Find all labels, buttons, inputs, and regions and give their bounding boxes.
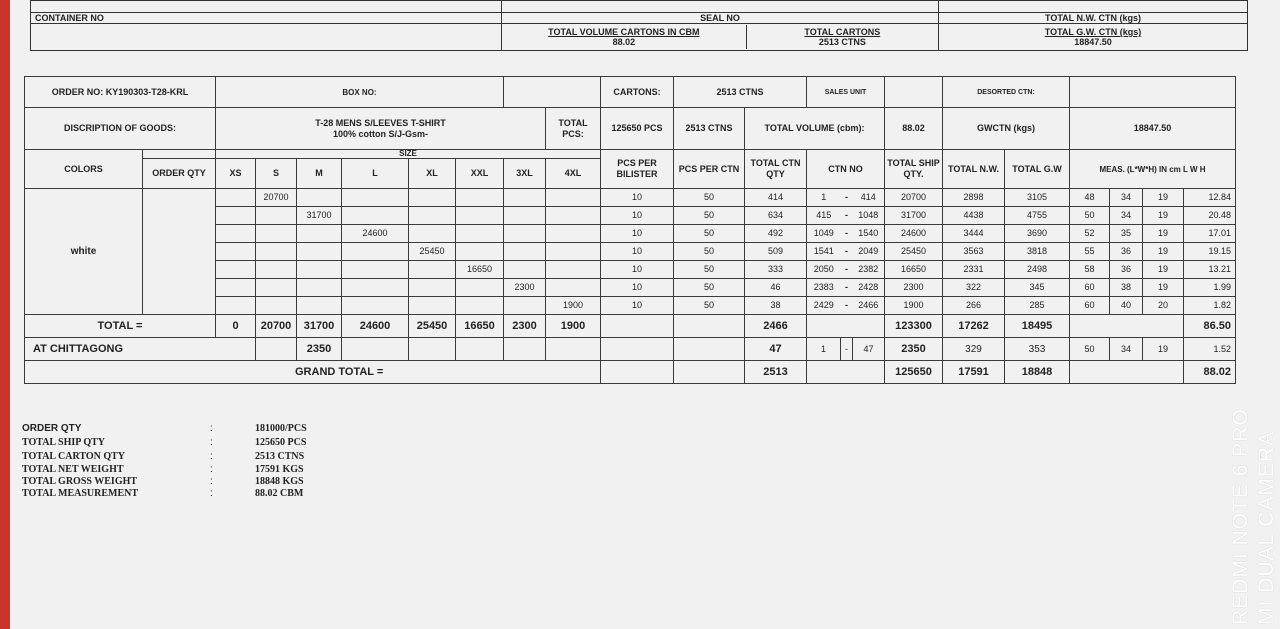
- ctn-no-header: CTN NO: [807, 150, 885, 189]
- size-xxl-empty: [456, 207, 504, 225]
- size-m-empty: [297, 297, 342, 315]
- size-s-header: S: [256, 159, 297, 189]
- size-4xl-empty: [546, 189, 601, 207]
- total-volume-cell: [502, 25, 746, 49]
- size-3xl-empty: [504, 225, 546, 243]
- summary-row: [22, 488, 307, 500]
- color-cell: white: [25, 189, 143, 315]
- size-m-qty: 31700: [297, 207, 342, 225]
- pcs-ctn-cell: 50: [674, 279, 745, 297]
- summary-key: TOTAL NET WEIGHT: [22, 464, 124, 475]
- total-volume-label: TOTAL VOLUME CARTONS IN CBM: [548, 27, 700, 37]
- size-4xl-empty: [546, 243, 601, 261]
- pcs-ctn-cell: 50: [674, 189, 745, 207]
- bilister-cell: 10: [601, 243, 674, 261]
- chittagong-m: 2350: [297, 338, 342, 361]
- camera-watermark: [1228, 408, 1280, 625]
- grand-ctn-qty: 2513: [745, 361, 807, 384]
- grand-cbm: 88.02: [1184, 361, 1236, 384]
- gw-cell: 3105: [1005, 189, 1070, 207]
- size-m-empty: [297, 225, 342, 243]
- summary-key: TOTAL CARTON QTY: [22, 451, 126, 462]
- chittagong-row: [25, 338, 1236, 361]
- size-xs-empty: [216, 261, 256, 279]
- ship-qty-cell: 20700: [885, 189, 943, 207]
- size-xxl-empty: [456, 243, 504, 261]
- grand-total-row: [25, 361, 1236, 384]
- total-row: [25, 315, 1236, 338]
- nw-cell: 4438: [943, 207, 1005, 225]
- cbm-cell: 1.82: [1184, 297, 1236, 315]
- gw-cell: 3690: [1005, 225, 1070, 243]
- length-cell: 60: [1070, 297, 1110, 315]
- ctn-dash-cell: -: [841, 261, 853, 279]
- pcs-ctn-cell: 50: [674, 243, 745, 261]
- size-xxl-qty: 16650: [456, 261, 504, 279]
- width-cell: 38: [1110, 279, 1143, 297]
- desorted-ctn-label: DESORTED CTN:: [943, 77, 1070, 108]
- height-cell: 19: [1143, 207, 1184, 225]
- size-xs-header: XS: [216, 159, 256, 189]
- description-line2: 100% cotton S/J-Gsm-: [332, 128, 429, 139]
- size-xxl-empty: [456, 279, 504, 297]
- size-xxl-empty: [456, 189, 504, 207]
- size-l-header: L: [342, 159, 409, 189]
- total-ctn-qty-header: TOTAL CTN QTY: [745, 150, 807, 189]
- chittagong-label: AT CHITTAGONG: [25, 338, 256, 361]
- total-ctns-value: 2513 CTNS: [674, 108, 745, 150]
- ctn-to-cell: 2382: [853, 261, 885, 279]
- gw-cell: 2498: [1005, 261, 1070, 279]
- box-no-label: BOX NO:: [216, 77, 504, 108]
- size-s-empty: [256, 297, 297, 315]
- length-cell: 60: [1070, 279, 1110, 297]
- ctn-from-cell: 1541: [807, 243, 841, 261]
- size-xxl-empty: [456, 225, 504, 243]
- total-gw-cell: [939, 24, 1248, 51]
- summary-colon: :: [210, 423, 213, 434]
- summary-value: 17591 KGS: [255, 464, 304, 475]
- ctn-to-cell: 2049: [853, 243, 885, 261]
- size-xl-qty: 25450: [409, 243, 456, 261]
- bilister-cell: 10: [601, 189, 674, 207]
- shipment-header: [30, 0, 1248, 51]
- height-cell: 19: [1143, 225, 1184, 243]
- description-label: DISCRIPTION OF GOODS:: [25, 108, 216, 150]
- ctn-to-cell: 1048: [853, 207, 885, 225]
- ctn-qty-cell: 634: [745, 207, 807, 225]
- summary-value: 2513 CTNS: [255, 451, 305, 462]
- size-xs-empty: [216, 207, 256, 225]
- grand-pcs-ctn: [674, 361, 745, 384]
- size-xs-empty: [216, 225, 256, 243]
- size-l-empty: [342, 207, 409, 225]
- height-cell: 20: [1143, 297, 1184, 315]
- summary-key: ORDER QTY: [22, 423, 82, 434]
- sales-unit-label: SALES UNIT: [807, 77, 885, 108]
- ctn-qty-cell: 38: [745, 297, 807, 315]
- nw-cell: 2331: [943, 261, 1005, 279]
- pcs-ctn-cell: 50: [674, 207, 745, 225]
- size-3xl-empty: [504, 261, 546, 279]
- nw-cell: 3563: [943, 243, 1005, 261]
- meas-header: MEAS. (L*W*H) IN cm L W H: [1070, 150, 1236, 189]
- size-xs-empty: [216, 297, 256, 315]
- total-pcs-ctn: [674, 315, 745, 338]
- cbm-cell: 1.99: [1184, 279, 1236, 297]
- size-xl-empty: [409, 207, 456, 225]
- height-cell: 19: [1143, 261, 1184, 279]
- grand-nw: 17591: [943, 361, 1005, 384]
- ctn-dash-cell: -: [841, 297, 853, 315]
- chittagong-l-dim: 50: [1070, 338, 1110, 361]
- height-cell: 19: [1143, 189, 1184, 207]
- summary-row: [22, 422, 307, 436]
- size-header-spacer: [143, 150, 216, 159]
- chittagong-pcs-ctn: [674, 338, 745, 361]
- description-value: [216, 108, 546, 150]
- size-l-empty: [342, 261, 409, 279]
- size-s-empty: [256, 279, 297, 297]
- size-xl-empty: [409, 225, 456, 243]
- size-m-empty: [297, 279, 342, 297]
- size-xl-empty: [409, 189, 456, 207]
- total-nw-header: TOTAL N.W.: [943, 150, 1005, 189]
- size-s-empty: [256, 261, 297, 279]
- total-cartons-value: 2513 CTNS: [818, 37, 866, 47]
- chittagong-ctn-to: 47: [853, 338, 885, 361]
- ctn-from-cell: 2383: [807, 279, 841, 297]
- chittagong-gw: 353: [1005, 338, 1070, 361]
- chittagong-s: [256, 338, 297, 361]
- chittagong-xl: [409, 338, 456, 361]
- bilister-cell: 10: [601, 261, 674, 279]
- grand-meas: [1070, 361, 1184, 384]
- total-cbm: 86.50: [1184, 315, 1236, 338]
- summary-colon: :: [210, 488, 213, 499]
- chittagong-ctn-dash: -: [841, 338, 853, 361]
- ctn-to-cell: 2428: [853, 279, 885, 297]
- order-volume-label: TOTAL VOLUME (cbm):: [745, 108, 885, 150]
- watermark-line2: MI DUAL CAMERA: [1255, 430, 1278, 625]
- bilister-cell: 10: [601, 207, 674, 225]
- grand-ship: 125650: [885, 361, 943, 384]
- bilister-cell: 10: [601, 225, 674, 243]
- pcs-per-bilister-header: PCS PER BILISTER: [601, 150, 674, 189]
- cbm-cell: 13.21: [1184, 261, 1236, 279]
- total-xxl: 16650: [456, 315, 504, 338]
- size-xxl-header: XXL: [456, 159, 504, 189]
- size-s-empty: [256, 225, 297, 243]
- size-3xl-header: 3XL: [504, 159, 546, 189]
- size-4xl-empty: [546, 207, 601, 225]
- header-blank-2: [502, 1, 939, 13]
- total-label: TOTAL =: [25, 315, 216, 338]
- size-4xl-qty: 1900: [546, 297, 601, 315]
- cbm-cell: 19.15: [1184, 243, 1236, 261]
- total-4xl: 1900: [546, 315, 601, 338]
- watermark-line1: REDMI NOTE 6 PRO: [1229, 408, 1252, 625]
- nw-cell: 266: [943, 297, 1005, 315]
- ship-qty-cell: 16650: [885, 261, 943, 279]
- size-4xl-empty: [546, 261, 601, 279]
- length-cell: 52: [1070, 225, 1110, 243]
- packing-rows: [25, 189, 1236, 315]
- total-ctn-no: [807, 315, 885, 338]
- order-no-label: ORDER NO: KY190303-T28-KRL: [25, 77, 216, 108]
- total-bilister: [601, 315, 674, 338]
- total-gw: 18495: [1005, 315, 1070, 338]
- container-no-label: CONTAINER NO: [31, 13, 502, 24]
- total-cartons-label: TOTAL CARTONS: [804, 27, 881, 37]
- total-nw-ctn-label: TOTAL N.W. CTN (kgs): [939, 13, 1248, 24]
- summary-value: 88.02 CBM: [255, 488, 304, 499]
- summary-row: [22, 450, 307, 464]
- total-ctn-qty: 2466: [745, 315, 807, 338]
- total-ship: 123300: [885, 315, 943, 338]
- width-cell: 35: [1110, 225, 1143, 243]
- cbm-cell: 17.01: [1184, 225, 1236, 243]
- gwctn-value: 18847.50: [1070, 108, 1236, 150]
- description-line1: T-28 MENS S/LEEVES T-SHIRT: [315, 117, 446, 128]
- chittagong-cbm: 1.52: [1184, 338, 1236, 361]
- width-cell: 34: [1110, 189, 1143, 207]
- ship-qty-cell: 31700: [885, 207, 943, 225]
- total-pcs-value: 125650 PCS: [601, 108, 674, 150]
- gw-cell: 345: [1005, 279, 1070, 297]
- gwctn-label: GWCTN (kgs): [943, 108, 1070, 150]
- gw-cell: 3818: [1005, 243, 1070, 261]
- total-pcs-label: TOTAL PCS:: [546, 108, 601, 150]
- gw-cell: 285: [1005, 297, 1070, 315]
- ctn-to-cell: 1540: [853, 225, 885, 243]
- total-l: 24600: [342, 315, 409, 338]
- table-row: [25, 189, 1236, 207]
- size-l-empty: [342, 279, 409, 297]
- summary-row: [22, 476, 307, 488]
- size-3xl-empty: [504, 207, 546, 225]
- ctn-from-cell: 1: [807, 189, 841, 207]
- length-cell: 50: [1070, 207, 1110, 225]
- size-l-empty: [342, 189, 409, 207]
- size-xs-empty: [216, 279, 256, 297]
- nw-cell: 2898: [943, 189, 1005, 207]
- size-s-empty: [256, 243, 297, 261]
- length-cell: 55: [1070, 243, 1110, 261]
- summary-colon: :: [210, 476, 213, 487]
- ctn-qty-cell: 492: [745, 225, 807, 243]
- size-s-qty: 20700: [256, 189, 297, 207]
- length-cell: 58: [1070, 261, 1110, 279]
- width-cell: 36: [1110, 261, 1143, 279]
- total-ship-qty-header: TOTAL SHIP QTY.: [885, 150, 943, 189]
- size-m-empty: [297, 261, 342, 279]
- summary-colon: :: [210, 464, 213, 475]
- summary-key: TOTAL GROSS WEIGHT: [22, 476, 138, 487]
- summary-value: 125650 PCS: [255, 437, 307, 448]
- chittagong-h-dim: 19: [1143, 338, 1184, 361]
- width-cell: 40: [1110, 297, 1143, 315]
- width-cell: 36: [1110, 243, 1143, 261]
- size-l-qty: 24600: [342, 225, 409, 243]
- pcs-per-ctn-header: PCS PER CTN: [674, 150, 745, 189]
- gw-cell: 4755: [1005, 207, 1070, 225]
- cbm-cell: 12.84: [1184, 189, 1236, 207]
- size-l-empty: [342, 243, 409, 261]
- total-s: 20700: [256, 315, 297, 338]
- size-xl-empty: [409, 261, 456, 279]
- summary-row: [22, 464, 307, 476]
- seal-no-label: SEAL NO: [502, 13, 939, 24]
- chittagong-xxl: [456, 338, 504, 361]
- size-xs-empty: [216, 189, 256, 207]
- grand-bilister: [601, 361, 674, 384]
- ctn-from-cell: 415: [807, 207, 841, 225]
- ctn-dash-cell: -: [841, 207, 853, 225]
- summary-colon: :: [210, 451, 213, 462]
- nw-cell: 322: [943, 279, 1005, 297]
- grand-ctn-no: [807, 361, 885, 384]
- ship-qty-cell: 25450: [885, 243, 943, 261]
- summary-colon: :: [210, 437, 213, 448]
- total-3xl: 2300: [504, 315, 546, 338]
- size-s-empty: [256, 207, 297, 225]
- ship-qty-cell: 24600: [885, 225, 943, 243]
- total-gw-ctn-value: 18847.50: [1074, 37, 1112, 47]
- bilister-cell: 10: [601, 279, 674, 297]
- desorted-ctn-value: [1070, 77, 1236, 108]
- size-4xl-empty: [546, 279, 601, 297]
- height-cell: 19: [1143, 279, 1184, 297]
- ctn-to-cell: 2466: [853, 297, 885, 315]
- chittagong-4xl: [546, 338, 601, 361]
- cartons-value: 2513 CTNS: [674, 77, 807, 108]
- cbm-cell: 20.48: [1184, 207, 1236, 225]
- size-xl-empty: [409, 297, 456, 315]
- ctn-from-cell: 1049: [807, 225, 841, 243]
- ctn-to-cell: 414: [853, 189, 885, 207]
- ctn-qty-cell: 509: [745, 243, 807, 261]
- size-xxl-empty: [456, 297, 504, 315]
- chittagong-l: [342, 338, 409, 361]
- size-xs-empty: [216, 243, 256, 261]
- summary-key: TOTAL SHIP QTY: [22, 437, 105, 448]
- size-xl-header: XL: [409, 159, 456, 189]
- summary-row: [22, 436, 307, 450]
- size-m-header: M: [297, 159, 342, 189]
- total-xl: 25450: [409, 315, 456, 338]
- grand-total-label: GRAND TOTAL =: [25, 361, 601, 384]
- height-cell: 19: [1143, 243, 1184, 261]
- shipment-summary: [22, 422, 307, 500]
- ctn-from-cell: 2429: [807, 297, 841, 315]
- chittagong-ship: 2350: [885, 338, 943, 361]
- summary-value: 18848 KGS: [255, 476, 304, 487]
- photo-edge: [0, 0, 10, 629]
- chittagong-w-dim: 34: [1110, 338, 1143, 361]
- chittagong-ctn-qty: 47: [745, 338, 807, 361]
- header-blank: [31, 1, 502, 13]
- colors-header: COLORS: [25, 150, 143, 189]
- ship-qty-cell: 1900: [885, 297, 943, 315]
- ctn-qty-cell: 333: [745, 261, 807, 279]
- size-4xl-header: 4XL: [546, 159, 601, 189]
- total-xs: 0: [216, 315, 256, 338]
- summary-value: 181000/PCS: [255, 423, 307, 434]
- bilister-cell: 10: [601, 297, 674, 315]
- ctn-dash-cell: -: [841, 225, 853, 243]
- sales-unit-value: [885, 77, 943, 108]
- header-blank-3: [939, 1, 1248, 13]
- width-cell: 34: [1110, 207, 1143, 225]
- chittagong-bilister: [601, 338, 674, 361]
- length-cell: 48: [1070, 189, 1110, 207]
- ctn-qty-cell: 46: [745, 279, 807, 297]
- total-m: 31700: [297, 315, 342, 338]
- size-3xl-empty: [504, 243, 546, 261]
- chittagong-nw: 329: [943, 338, 1005, 361]
- ctn-dash-cell: -: [841, 189, 853, 207]
- size-xl-empty: [409, 279, 456, 297]
- nw-cell: 3444: [943, 225, 1005, 243]
- size-3xl-empty: [504, 297, 546, 315]
- ctn-dash-cell: -: [841, 279, 853, 297]
- summary-key: TOTAL MEASUREMENT: [22, 488, 139, 499]
- packing-table: [24, 76, 1236, 384]
- total-volume-value: 88.02: [612, 37, 636, 47]
- chittagong-3xl: [504, 338, 546, 361]
- cartons-label: CARTONS:: [601, 77, 674, 108]
- pcs-ctn-cell: 50: [674, 297, 745, 315]
- total-gw-header: TOTAL G.W: [1005, 150, 1070, 189]
- size-m-empty: [297, 243, 342, 261]
- size-l-empty: [342, 297, 409, 315]
- order-qty-cell: [143, 189, 216, 315]
- total-gw-ctn-label: TOTAL G.W. CTN (kgs): [1044, 27, 1142, 37]
- box-no-value: [504, 77, 601, 108]
- order-qty-header: ORDER QTY: [143, 159, 216, 189]
- chittagong-ctn-from: 1: [807, 338, 841, 361]
- size-3xl-empty: [504, 189, 546, 207]
- order-volume-value: 88.02: [885, 108, 943, 150]
- ship-qty-cell: 2300: [885, 279, 943, 297]
- container-no-value: [31, 24, 502, 51]
- size-3xl-qty: 2300: [504, 279, 546, 297]
- pcs-ctn-cell: 50: [674, 225, 745, 243]
- ctn-from-cell: 2050: [807, 261, 841, 279]
- ctn-dash-cell: -: [841, 243, 853, 261]
- ctn-qty-cell: 414: [745, 189, 807, 207]
- total-cartons-cell: [746, 25, 938, 49]
- pcs-ctn-cell: 50: [674, 261, 745, 279]
- grand-gw: 18848: [1005, 361, 1070, 384]
- size-header: SIZE: [216, 150, 601, 159]
- total-nw: 17262: [943, 315, 1005, 338]
- size-m-empty: [297, 189, 342, 207]
- size-4xl-empty: [546, 225, 601, 243]
- total-meas: [1070, 315, 1184, 338]
